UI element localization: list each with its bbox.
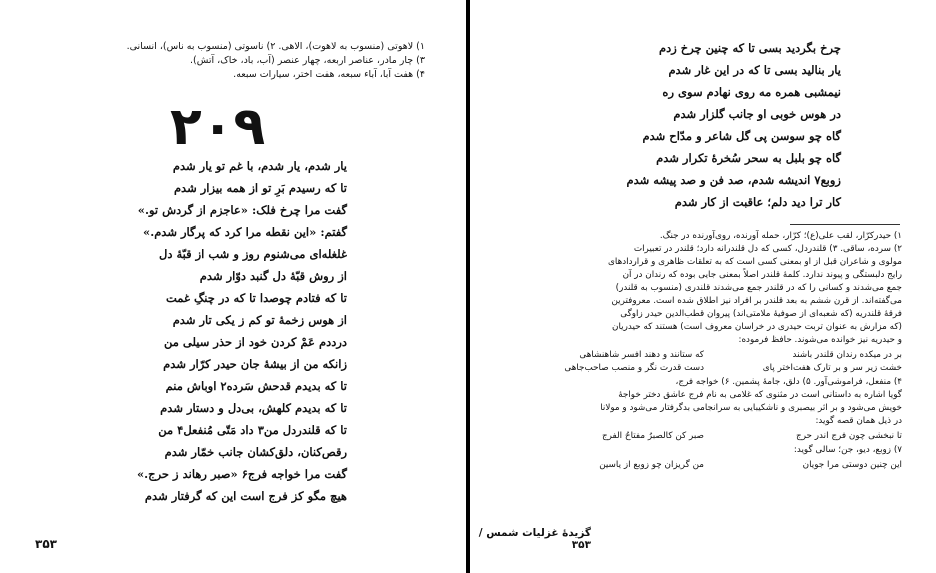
page-number: ۳۵۳ bbox=[571, 539, 591, 551]
verse-hemistich: این چنین دوستی مرا جویان bbox=[802, 460, 902, 470]
poem-line: زانکه من از بیشهٔ جان حیدر کرّار شدم bbox=[163, 357, 347, 371]
running-head bbox=[470, 527, 591, 551]
poem-line: گفت مرا چرخ فلک: «عاجزم از گردش تو.» bbox=[137, 203, 347, 217]
footnote-line: مولوی و شاعران قبل از او بمعنی کسی است که به تعلقات ظاهری و قراردادهای bbox=[608, 257, 902, 267]
footnote-line: ۱) لاهوتی (منسوب به لاهوت)، الاهی. ۲) ناسوتی (منسوب به ناس)، انسانی. bbox=[126, 41, 425, 52]
poem-line: از هوس زخمهٔ تو کم ز یکی تار شدم bbox=[172, 313, 347, 327]
poem-line: چرخ بگردید بسی تا که چنین چرخ زدم bbox=[658, 41, 841, 55]
footnote-line: در ذیل همان قصه گوید: bbox=[815, 416, 902, 426]
footnote-line: و حیدریه نیز خوانده می‌شوند. حافظ فرموده: bbox=[738, 335, 902, 345]
poem-line: در هوس خوبی او جانب گلزار شدم bbox=[673, 107, 841, 121]
left-page bbox=[0, 0, 467, 573]
poem-line: غلغله‌ای می‌شنوم روز و شب از قبّهٔ دل bbox=[159, 247, 347, 261]
poem-line: گفت مرا خواجه فرج۶ «صبر رهاند ز حرج.» bbox=[136, 467, 347, 481]
verse-hemistich: تا نبخشی چون فرج اندر حرج bbox=[796, 431, 902, 441]
footnote-line: رایج دلبستگی و پیوند ندارد. کلمهٔ قلندر اصلاً بمعنی جایی بوده که رندان در آن bbox=[622, 270, 902, 280]
right-page bbox=[470, 0, 936, 573]
page-number: ۳۵۳ bbox=[35, 537, 57, 551]
footnote-line: ۴) هفت آبا، آباء سبعه، هفت اختر، سیارات سبعه. bbox=[233, 69, 425, 80]
poem-number: ۲۰۹ bbox=[170, 97, 266, 157]
verse-hemistich: دست قدرت نگر و منصب صاحب‌جاهی bbox=[564, 363, 704, 373]
poem-line: تا که قلندردل من۳ داد مَتّی مُنفعل۴ من bbox=[158, 423, 347, 437]
poem-line: گاه چو بلبل به سحر سُخرهٔ تکرار شدم bbox=[656, 151, 841, 165]
footnote-line: خویش می‌شود و بر اثر بیصبری و ناشکیبایی به سرانجامی بدگرفتار می‌شود و مولانا bbox=[600, 403, 902, 413]
poem-line: درددم عَمْ کردن خود از حذر سیلی من bbox=[164, 335, 347, 349]
poem-line: تا که رسیدم بَرِ تو از همه بیزار شدم bbox=[173, 181, 347, 195]
verse-hemistich: بر در میکده رندان قلندر باشند bbox=[792, 350, 902, 360]
footnote-line: ۱) حیدرکرّار، لقب علی(ع)؛ کرّار، حمله آورنده، روی‌آورنده در جنگ. bbox=[659, 231, 902, 241]
poem-line: تا که بدیدم کلهش، بی‌دل و دستار شدم bbox=[160, 401, 347, 415]
footnote-line: ۷) زوبع، دیو، جن؛ سالی گوید: bbox=[793, 445, 902, 455]
poem-line: زوبع۷ اندیشه شدم، صد فن و صد پیشه شدم bbox=[626, 173, 841, 187]
poem-line: هیچ مگو کز فرج است این که گرفتار شدم bbox=[144, 489, 347, 503]
footnote-line: فرقهٔ قلندریه (که شعبه‌ای از صوفیهٔ ملامتی‌اند) پیروان قطب‌الدین حیدر زاوگی bbox=[620, 309, 902, 319]
poem-line: نیمشبی همره مه روی نهادم سوی ره bbox=[662, 85, 841, 99]
running-head-divider: / bbox=[478, 527, 483, 539]
poem-line: از روش قبّهٔ دل گنبد دوّار شدم bbox=[199, 269, 347, 283]
poem-line: گفتم: «این نقطه مرا کرد که پرگار شدم.» bbox=[143, 225, 347, 239]
footnote-line: ۴) منفعل، فراموشی‌آور. ۵) دلق، جامهٔ پشمین. ۶) خواجه فرج، bbox=[675, 377, 902, 387]
footnote-line: می‌گفته‌اند. از قرن ششم به بعد قلندر بر افراد نیز اطلاق شده است. معروفترین bbox=[611, 296, 902, 306]
poem-line: گاه چو سوسن پی گل شاعر و مدّاح شدم bbox=[642, 129, 841, 143]
footnote-line: (که مزارش به عنوان تربت حیدری در خراسان معروف است) هستند که حیدریان bbox=[612, 322, 902, 332]
verse-hemistich: صبر کن کالصبرُ مفتاحُ الفرج bbox=[601, 431, 704, 441]
poem-line: تا که بدیدم قدحش سَرده۲ اوباش منم bbox=[165, 379, 347, 393]
footnote-line: ۳) چار مادر، عناصر اربعه، چهار عنصر (آب، باد، خاک، آتش). bbox=[190, 55, 425, 66]
footnote-line: گویا اشاره به داستانی است در مثنوی که غلامی به نام فرج عاشق دختر خواجهٔ bbox=[618, 390, 902, 400]
poem-line: کار ترا دید دلم؛ عاقبت از کار شدم bbox=[674, 195, 841, 209]
footnote-line: جمع می‌شدند و کسانی را که در قلندر جمع می‌شدند قلندری (منسوب به قلندر) bbox=[615, 283, 902, 293]
poem-line: رقص‌کنان، دلق‌کشان جانب خمّار شدم bbox=[164, 445, 347, 459]
verse-hemistich: که ستانند و دهند افسر شاهنشاهی bbox=[579, 350, 704, 360]
verse-hemistich: من گریزان چو زوبع از یاسین bbox=[599, 460, 704, 470]
poem-line: یار بنالید بسی تا که در این غار شدم bbox=[668, 63, 841, 77]
poem-line: تا که فتادم چوصدا تا که در چنگِ غمت bbox=[166, 291, 347, 305]
footnote-rule bbox=[790, 224, 900, 225]
footnote-line: ۲) سرده، ساقی. ۳) قلندردل، کسی که دل قلندرانه دارد؛ قلندر در تعبیرات bbox=[633, 244, 902, 254]
verse-hemistich: خشت زیر سر و بر تارک هفت‌اختر پای bbox=[762, 363, 902, 373]
poem-line: یار شدم، یار شدم، با غم تو یار شدم bbox=[172, 159, 347, 173]
running-head-title: گزیدهٔ غزلیات شمس bbox=[486, 527, 591, 539]
